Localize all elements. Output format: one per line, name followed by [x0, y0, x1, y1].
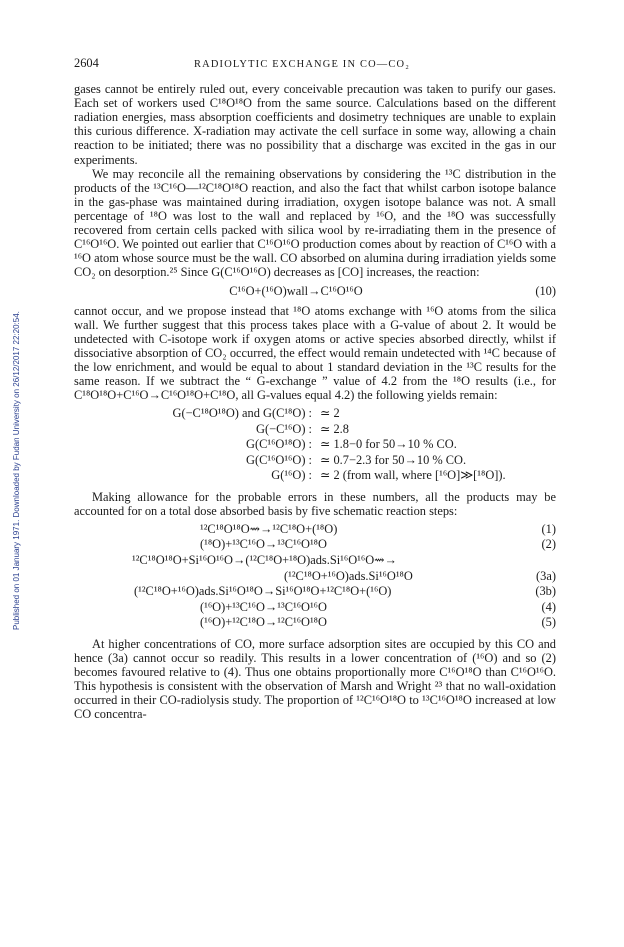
reaction-step [74, 584, 556, 600]
reaction-tag: (1) [541, 521, 556, 536]
paragraph-1: gases cannot be entirely ruled out, every conceivable precaution was taken to purify our gases. Each set of workers used C¹⁸O¹⁸O from the same source. Calculations based on the different radiation energies, mass absorption coefficients and dosimetry techniques are unable to explain this curious difference. X-radiation may activate the cell surface in some way, allowing a chain reaction to be initiated; there was no possibility that a discharge was excited in the gas in our experiments. [74, 82, 556, 167]
reaction-step [74, 537, 556, 553]
reaction-expr: (¹⁸O)+¹³C¹⁶O→¹³C¹⁶O¹⁸O [200, 537, 327, 552]
yields-list [74, 406, 556, 484]
reaction-step [74, 569, 556, 585]
paragraph-5: At higher concentrations of CO, more surface adsorption sites are occupied by this CO and hence (3a) cannot occur so readily. This results in a lower concentration of (¹⁶O) and so (2) becomes favoured relative to (4). Thus one obtains proportionally more C¹⁶O¹⁸O than C¹⁶O¹⁶O. This hypothesis is consistent with the observation of Marsh and Wright ²³ that no wall-oxidation occurred in their CO-radiolysis study. The proportion of ¹²C¹⁶O¹⁸O to ¹³C¹⁶O¹⁸O increased at low CO concentra- [74, 637, 556, 722]
yield-label: G(−C¹⁶O) : [256, 421, 312, 436]
reaction-tag: (5) [541, 615, 556, 630]
journal-page [74, 56, 556, 722]
reaction-tag: (3b) [535, 584, 556, 599]
reaction-tag: (3a) [536, 568, 556, 583]
yield-value: ≃ 0.7−2.3 for 50→10 % CO. [320, 452, 467, 467]
paragraph-3: cannot occur, and we propose instead that ¹⁸O atoms exchange with ¹⁶O atoms from the silica wall. We further suggest that this process takes place with a G-value of about 2. It would be undetected with C-isotope work if oxygen atoms or active species absorbed directly, whilst if dissociative absorption of CO₂ occurred, the effect would remain undetected with ¹⁴C because of the low enrichment, and would be equal to about 1 standard deviation in the ¹³C results for the same reason. If we subtract the “ G-exchange ” value of 4.2 from the ¹⁸O results (i.e., for C¹⁸O¹⁸O+C¹⁶O→C¹⁶O¹⁸O+C¹⁸O, all G-values equal 4.2) the following yields remain: [74, 303, 556, 403]
paragraph-4: Making allowance for the probable errors in these numbers, all the products may be accounted for on a total dose absorbed basis by five schematic reaction steps: [74, 489, 556, 518]
yield-row [74, 468, 556, 484]
reaction-expr: ¹²C¹⁸O¹⁸O+Si¹⁶O¹⁶O→(¹²C¹⁸O+¹⁸O)ads.Si¹⁶O¹⁶O⇝→ [132, 553, 397, 568]
yield-value: ≃ 2.8 [320, 421, 349, 436]
yield-value: ≃ 2 [320, 406, 340, 421]
yield-value: ≃ 2 (from wall, where [¹⁶O]≫[¹⁸O]). [320, 468, 506, 483]
equation-10 [74, 284, 556, 298]
download-side-note [12, 210, 28, 630]
yield-value: ≃ 1.8−0 for 50→10 % CO. [320, 437, 457, 452]
yield-label: G(−C¹⁸O¹⁸O) and G(C¹⁸O) : [172, 406, 312, 421]
yield-label: G(C¹⁶O¹⁸O) : [246, 437, 312, 452]
yield-label: G(¹⁶O) : [271, 468, 312, 483]
reaction-expr: (¹²C¹⁸O+¹⁶O)ads.Si¹⁶O¹⁸O→Si¹⁶O¹⁸O+¹²C¹⁸O+(¹⁶O) [134, 584, 392, 599]
reaction-step [74, 553, 556, 569]
page-number: 2604 [74, 56, 99, 70]
reaction-steps [74, 522, 556, 631]
reaction-expr: (¹⁶O)+¹²C¹⁸O→¹²C¹⁶O¹⁸O [200, 615, 327, 630]
reaction-step [74, 522, 556, 538]
yield-label: G(C¹⁶O¹⁶O) : [246, 452, 312, 467]
equation-10-tag: (10) [535, 284, 556, 299]
reaction-expr: ¹²C¹⁸O¹⁸O⇝→¹²C¹⁸O+(¹⁸O) [200, 521, 338, 536]
reaction-tag: (2) [541, 537, 556, 552]
reaction-expr: (¹⁶O)+¹³C¹⁶O→¹³C¹⁶O¹⁶O [200, 599, 327, 614]
yield-row [74, 437, 556, 453]
reaction-step [74, 600, 556, 616]
paragraph-2: We may reconcile all the remaining observations by considering the ¹³C distribution in the products of the ¹³C¹⁶O—¹²C¹⁸O¹⁸O reaction, and also the fact that whilst carbon isotope balance in the gas-phase was maintained during irradiation, oxygen isotope balance was not. A small percentage of ¹⁸O was lost to the wall and replaced by ¹⁶O, and the ¹⁸O was successfully recovered from certain cells packed with silica wool by re-irradiating them in the presence of C¹⁶O¹⁶O. We pointed out earlier that C¹⁶O¹⁶O production comes about by reaction of C¹⁶O with a ¹⁶O atom whose source must be the wall. CO absorbed on alumina during irradiation yields some CO₂ on desorption.²⁵ Since G(C¹⁶O¹⁶O) decreases as [CO] increases, the reaction: [74, 166, 556, 280]
running-head: RADIOLYTIC EXCHANGE IN CO—CO₂ [194, 59, 411, 70]
yield-row [74, 406, 556, 422]
download-side-note-text: Published on 01 January 1971. Downloaded by Fudan University on 26/12/2017 22:20:54. [12, 311, 21, 630]
reaction-expr: (¹²C¹⁸O+¹⁶O)ads.Si¹⁶O¹⁸O [284, 568, 413, 583]
equation-10-expr: C¹⁶O+(¹⁶O)wall→C¹⁶O¹⁶O [229, 284, 363, 299]
yield-row [74, 453, 556, 469]
page-header [74, 56, 556, 72]
yield-row [74, 422, 556, 438]
reaction-tag: (4) [541, 599, 556, 614]
reaction-step [74, 615, 556, 631]
